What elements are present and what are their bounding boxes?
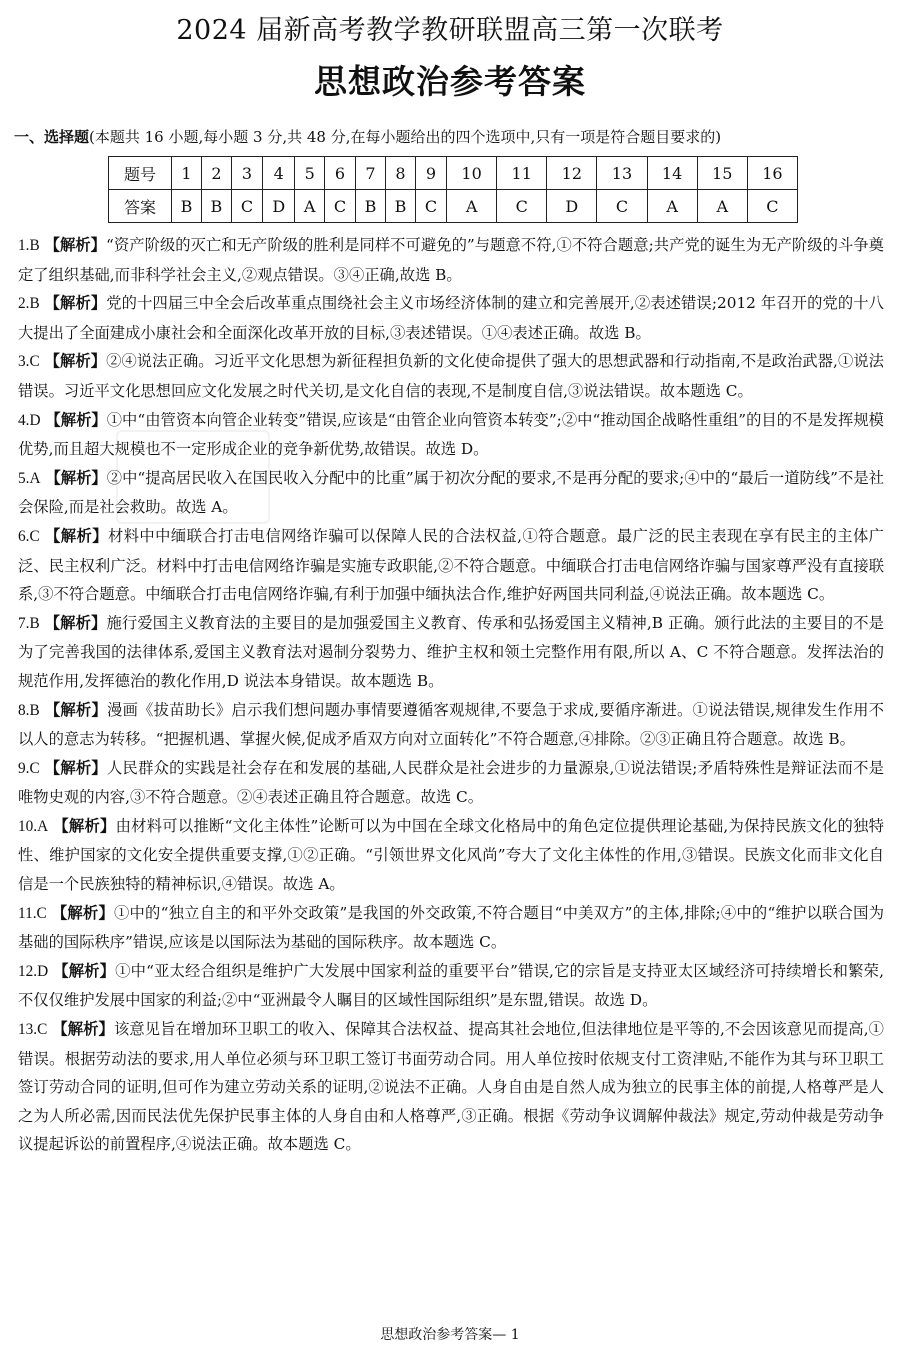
answer-table: [108, 156, 798, 223]
section-heading: [14, 126, 890, 148]
answer-cell: C: [597, 190, 647, 223]
item-number: 9.C: [18, 759, 40, 777]
question-number-cell: 3: [231, 157, 262, 190]
answer-cell: A: [647, 190, 697, 223]
answer-cell: D: [547, 190, 597, 223]
question-number-cell: 4: [263, 157, 295, 190]
analysis-tag: 【解析】: [44, 294, 107, 313]
analysis-tag: 【解析】: [51, 903, 114, 922]
analysis-tag: 【解析】: [53, 816, 116, 835]
question-number-cell: 10: [447, 157, 497, 190]
answer-key-title: 思想政治参考答案: [314, 62, 586, 101]
analysis-tag: 【解析】: [44, 352, 107, 371]
analysis-tag: 【解析】: [44, 613, 107, 632]
question-number-cell: 13: [597, 157, 647, 190]
item-number: 11.C: [18, 904, 47, 922]
answer-cell: B: [172, 190, 202, 223]
item-text: 人民群众的实践是社会存在和发展的基础,人民群众是社会进步的力量源泉,①说法错误;矛盾特殊性是辩证法而不是唯物史观的内容,③不符合题意。②④表述正确且符合题意。故选 C。: [18, 758, 884, 807]
question-number-cell: 15: [697, 157, 747, 190]
question-number-cell: 11: [497, 157, 547, 190]
answer-cell: C: [231, 190, 262, 223]
item-text: ②中“提高居民收入在国民收入分配中的比重”属于初次分配的要求,不是再分配的要求;④中的“最后一道防线”不是社会保险,而是社会救助。故选 A。: [18, 468, 884, 517]
analysis-tag: 【解析】: [52, 1020, 114, 1039]
explanation-item: [18, 406, 884, 464]
analysis-tag: 【解析】: [44, 700, 108, 719]
question-number-cell: 7: [356, 157, 386, 190]
item-number: 12.D: [18, 962, 49, 980]
explanation-item: [18, 347, 884, 405]
answer-cell: C: [497, 190, 547, 223]
question-number-cell: 12: [547, 157, 597, 190]
explanation-item: [18, 899, 884, 957]
analysis-tag: 【解析】: [44, 236, 107, 254]
section-note: (本题共 16 小题,每小题 3 分,共 48 分,在每小题给出的四个选项中,只有一项是符合题目要求的): [89, 128, 722, 146]
item-text: 施行爱国主义教育法的主要目的是加强爱国主义教育、传承和弘扬爱国主义精神,B 正确。颁行此法的主要目的不是为了完善我国的法律体系,爱国主义教育法对遏制分裂势力、维护主权和领土完整作用有限,所以 A、C 不符合题意。发挥法治的规范作用,发挥德治的教化作用,D 说法本身错误。故本题选 B。: [18, 613, 884, 690]
analysis-tag: 【解析】: [45, 410, 107, 429]
exam-title: 2024 届新高考教学教研联盟高三第一次联考: [176, 15, 724, 46]
answer-cell: C: [324, 190, 355, 223]
analysis-tag: 【解析】: [45, 468, 107, 487]
explanation-item: [18, 754, 884, 812]
explanation-item: [18, 696, 884, 754]
item-number: 10.A: [18, 817, 49, 835]
item-text: 由材料可以推断“文化主体性”论断可以为中国在全球文化格局中的角色定位提供理论基础,为保持民族文化的独特性、维护国家的文化安全提供重要支撑,①②正确。“引领世界文化风尚”夸大了文化主体性的作用,③错误。民族文化而非文化自信是一个民族独特的精神标识,④错误。故选 A。: [18, 816, 884, 894]
explanation-item: [18, 1015, 884, 1159]
item-text: 材料中中缅联合打击电信网络诈骗可以保障人民的合法权益,①符合题意。最广泛的民主表现在享有民主的主体广泛、民主权利广泛。材料中打击电信网络诈骗是实施专政职能,②不符合题意。中缅联合打击电信网络诈骗与国家尊严没有直接联系,③不符合题意。中缅联合打击电信网络诈骗,有利于加强中缅执法合作,维护好两国共同利益,④说法正确。故本题选 C。: [18, 526, 884, 604]
answer-cell: A: [447, 190, 497, 223]
item-number: 2.B: [18, 295, 40, 313]
explanation-item: [18, 231, 884, 289]
analysis-tag: 【解析】: [44, 758, 107, 777]
question-number-cell: 16: [747, 157, 797, 190]
item-text: ②④说法正确。习近平文化思想为新征程担负新的文化使命提供了强大的思想武器和行动指南,不是政治武器,①说法错误。习近平文化思想回应文化发展之时代关切,是文化自信的表现,不是制度自信,③说法错误。故本题选 C。: [18, 352, 884, 400]
explanation-item: [18, 957, 884, 1015]
explanation-item: [18, 812, 884, 899]
item-text: ①中“亚太经合组织是维护广大发展中国家利益的重要平台”错误,它的宗旨是支持亚太区域经济可持续增长和繁荣,不仅仅维护发展中国家的利益;②中“亚洲最令人瞩目的区域性国际组织”是东盟,错误。故选 D。: [18, 961, 884, 1010]
explanation-item: [18, 522, 884, 609]
answer-cell: A: [697, 190, 747, 223]
item-text: “资产阶级的灭亡和无产阶级的胜利是同样不可避免的”与题意不符,①不符合题意;共产党的诞生为无产阶级的斗争奠定了组织基础,而非科学社会主义,②观点错误。③④正确,故选 B。: [18, 236, 884, 284]
answer-cell: C: [747, 190, 797, 223]
item-number: 13.C: [18, 1021, 48, 1039]
analysis-tag: 【解析】: [53, 961, 116, 980]
row-header-number: 题号: [109, 157, 172, 190]
question-number-cell: 5: [295, 157, 324, 190]
section-label: 一、选择题: [14, 128, 90, 146]
item-text: ①中的“独立自主的和平外交政策”是我国的外交政策,不符合题目“中美双方”的主体,排除;④中的“维护以联合国为基础的国际秩序”错误,应该是以国际法为基础的国际秩序。故本题选 C。: [18, 903, 884, 952]
item-text: 党的十四届三中全会后改革重点围绕社会主义市场经济体制的建立和完善展开,②表述错误;2012 年召开的党的十八大提出了全面建成小康社会和全面深化改革开放的目标,③表述错误。①④表述正确。故选 B。: [18, 294, 884, 342]
answer-cell: D: [263, 190, 295, 223]
question-number-cell: 9: [415, 157, 446, 190]
answer-cell: B: [356, 190, 386, 223]
item-text: ①中“由管资本向管企业转变”错误,应该是“由管企业向管资本转变”;②中“推动国企战略性重组”的目的不是发挥规模优势,而且超大规模也不一定形成企业的竞争新优势,故错误。故选 D。: [18, 410, 884, 459]
explanation-item: [18, 464, 884, 522]
answer-cell: C: [415, 190, 446, 223]
item-number: 5.A: [18, 469, 41, 487]
analysis-tag: 【解析】: [45, 526, 108, 545]
item-number: 7.B: [18, 614, 40, 632]
question-number-cell: 6: [324, 157, 355, 190]
item-number: 6.C: [18, 527, 40, 545]
question-number-cell: 14: [647, 157, 697, 190]
question-number-row: [109, 157, 798, 190]
answer-cell: B: [385, 190, 415, 223]
explanation-item: [18, 609, 884, 696]
question-number-cell: 1: [172, 157, 202, 190]
item-number: 3.C: [18, 353, 40, 371]
item-text: 该意见旨在增加环卫职工的收入、保障其合法权益、提高其社会地位,但法律地位是平等的,不会因该意见而提高,①错误。根据劳动法的要求,用人单位必须与环卫职工签订书面劳动合同。用人单位按时依规支付工资津贴,不能作为其与环卫职工签订劳动合同的证明,但可作为建立劳动关系的证明,②说法不正确。人身自由是自然人成为独立的民事主体的前提,人格尊严是人之为人所必需,因而民法优先保护民事主体的人身自由和人格尊严,③正确。根据《劳动争议调解仲裁法》规定,劳动仲裁是劳动争议提起诉讼的前置程序,④说法正确。故本题选 C。: [18, 1020, 884, 1154]
item-number: 4.D: [18, 411, 41, 429]
question-number-cell: 2: [201, 157, 231, 190]
question-number-cell: 8: [385, 157, 415, 190]
item-number: 1.B: [18, 237, 40, 254]
row-header-answer: 答案: [109, 190, 172, 223]
answer-cell: B: [201, 190, 231, 223]
answer-cell: A: [295, 190, 324, 223]
explanation-item: [18, 289, 884, 347]
explanation-list: [18, 231, 884, 1159]
item-number: 8.B: [18, 701, 40, 719]
page-footer: 思想政治参考答案— 1: [380, 1327, 520, 1343]
answer-row: [109, 190, 798, 223]
item-text: 漫画《拔苗助长》启示我们想问题办事情要遵循客观规律,不要急于求成,要循序渐进。①说法错误,规律发生作用不以人的意志为转移。“把握机遇、掌握火候,促成矛盾双方向对立面转化”不符合题意,④排除。②③正确且符合题意。故选 B。: [18, 700, 884, 749]
